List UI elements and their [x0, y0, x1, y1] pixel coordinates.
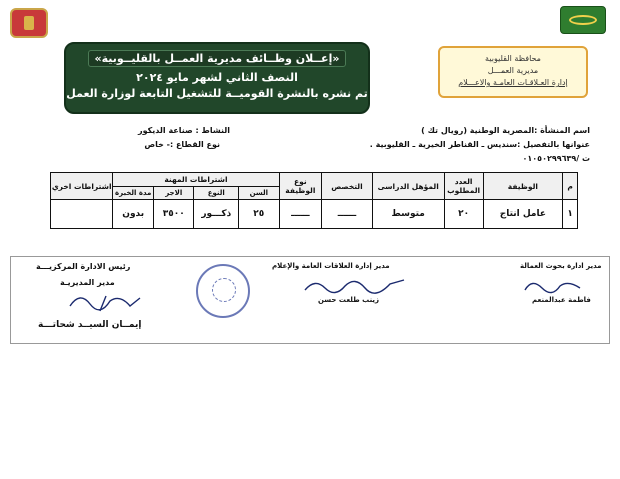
cell-job-type: ــــــ [279, 200, 322, 229]
header-job: الوظيفة [483, 173, 563, 200]
cell-num: ١ [563, 200, 578, 229]
cell-job: عامل انتاج [483, 200, 563, 229]
left-signatory-name: إيمــان السيــد شحاتـــة [38, 320, 142, 330]
subheader-experience: مدة الخبرة [113, 187, 154, 200]
subheader-age: السن [239, 187, 279, 200]
directorate-info-box [438, 46, 588, 98]
cell-salary: ٣٥٠٠ [153, 200, 194, 229]
establishment-name: اسم المنشأة :المصرية الوطنية (رويال تك ) [421, 126, 590, 135]
department-label: إدارة العـلاقـات العامـة والاعـــلام [458, 78, 568, 87]
title-line2: النصف الثاني لشهر مايو ٢٠٢٤ [136, 71, 298, 84]
header-specialization: التخصص [322, 173, 373, 200]
cell-age: ٢٥ [239, 200, 279, 229]
qalyubia-logo [560, 6, 606, 34]
cell-specialization: ــــــ [322, 200, 373, 229]
cell-gender: ذكـــور [194, 200, 239, 229]
header-qualification: المؤهل الدراسى [372, 173, 444, 200]
header-other: اشتراطات اخري [51, 173, 113, 200]
official-stamp [196, 264, 250, 318]
right-signature-icon [520, 274, 590, 298]
left-signatory-title1: رئيس الادارة المركزيـــة [36, 262, 131, 271]
governorate-label: محافظة القليوبية [485, 54, 541, 63]
left-signatory-title2: مدير المديريـة [60, 278, 115, 287]
title-line3: تم نشره بالنشرة القوميــة للتشغيل التابعة لوزارة العمل [66, 87, 368, 100]
cell-experience: بدون [113, 200, 154, 229]
middle-signatory-title: مدير إدارة العلاقات العامة والإعلام [272, 262, 390, 270]
right-signatory-title: مدير ادارة بحوث العمالة [520, 262, 602, 270]
left-signature-icon [60, 286, 150, 316]
establishment-address: عنوانها بالتفصيل :سنديس ـ القناطر الخيرية ـ القليوبية . [369, 140, 590, 149]
middle-signatory-name: زينب طلعت حسن [318, 296, 380, 304]
establishment-activity: النشاط : صناعة الديكور [138, 126, 230, 135]
announcement-title-box [64, 42, 370, 114]
title-line1: «إعــلان وظــائف مديرية العمــل بالقليــوبية» [88, 50, 347, 67]
table-header-row [51, 173, 578, 187]
establishment-sector: نوع القطاع :- خاص [144, 140, 220, 149]
header-num: م [563, 173, 578, 200]
right-signatory-name: فاطمة عبدالمنعم [532, 296, 591, 304]
middle-signature-icon [300, 272, 410, 298]
cell-count: ٢٠ [444, 200, 483, 229]
ministry-logo [10, 8, 48, 38]
header-job-type: نوع الوظيفة [279, 173, 322, 200]
subheader-salary: الاجر [153, 187, 194, 200]
jobs-table [50, 172, 578, 229]
cell-qualification: متوسط [372, 200, 444, 229]
header-requirements: اشتراطات المهنة [113, 173, 279, 187]
cell-other [51, 200, 113, 229]
subheader-gender: النوع [194, 187, 239, 200]
table-row [51, 200, 578, 229]
directorate-label: مديرية العمـــل [487, 66, 539, 75]
header-count: العدد المطلوب [444, 173, 483, 200]
establishment-phone: ت /٠١٠٥٠٢٩٩٦٣٩ [522, 154, 590, 163]
